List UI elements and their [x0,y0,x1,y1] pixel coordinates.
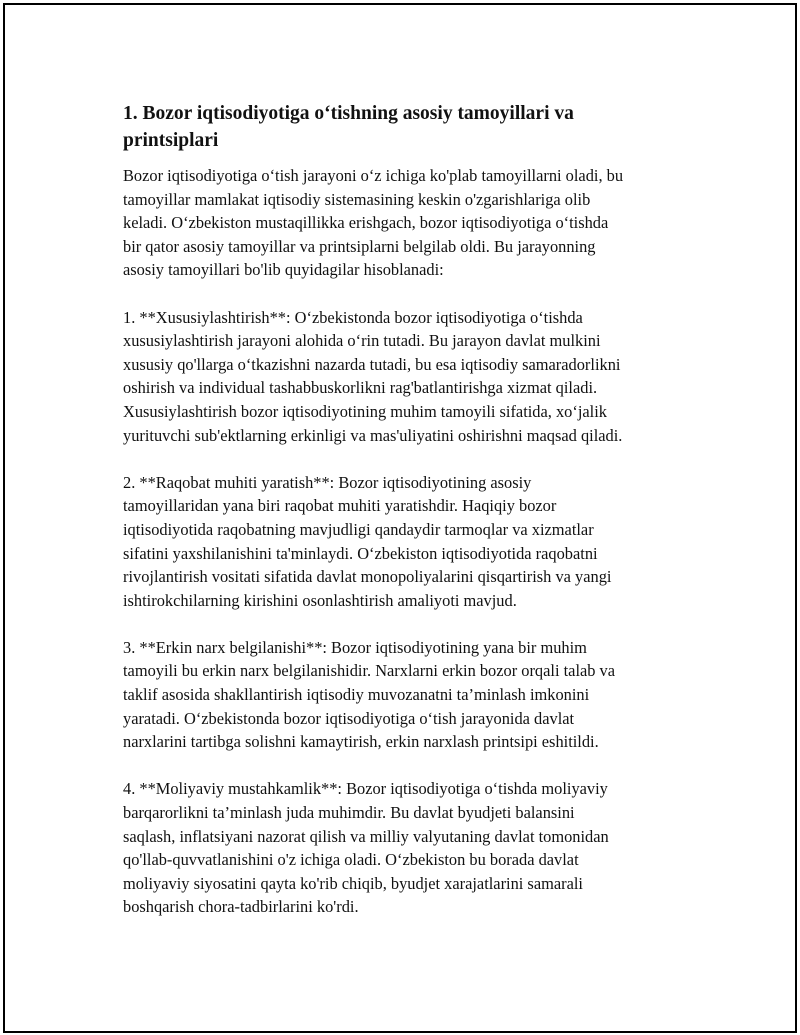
section-heading: 1. Bozor iqtisodiyotiga o‘tishning asosiy tamoyillari va printsiplari [123,103,574,151]
paragraph-competition: 2. **Raqobat muhiti yaratish**: Bozor iqtisodiyotining asosiy tamoyillaridan yana biri raqobat muhiti yaratishdir. Haqiqiy bozor iqtisodiyotida raqobatning mavjudligi qandaydir tarmoqlar va xizmatlar sifatini yaxshilanishini ta'minlaydi. O‘zbekiston iqtisodiyotida raqobatni rivojlantirish vositati sifatida davlat monopoliyalarini qisqartirish va yangi ishtirokchilarning kirishini osonlashtirish amaliyoti mavjud. [123,472,612,610]
document-body [123,100,695,943]
paragraph-free-pricing: 3. **Erkin narx belgilanishi**: Bozor iqtisodiyotining yana bir muhim tamoyili bu erkin narx belgilanishidir. Narxlarni erkin bozor orqali talab va taklif asosida shakllantirish iqtisodiy muvozanatni ta’minlash imkonini yaratadi. O‘zbekistonda bozor iqtisodiyotiga o‘tish jarayonida davlat narxlarini tartibga solishni kamaytirish, erkin narxlash printsipi eshitildi. [123,637,616,752]
intro-paragraph: Bozor iqtisodiyotiga o‘tish jarayoni o‘z ichiga ko'plab tamoyillarni oladi, bu tamoyillar mamlakat iqtisodiy sistemasining keskin o'zgarishlariga olib keladi. O‘zbekiston mustaqillikka erishgach, bozor iqtisodiyotiga o‘tishda bir qator asosiy tamoyillar va printsiplarni belgilab oldi. Bu jarayonning asosiy tamoyillari bo'lib quyidagilar hisoblanadi: [123,166,624,280]
paragraph-privatization: 1. **Xususiylashtirish**: O‘zbekistonda bozor iqtisodiyotiga o‘tishda xususiylashtirish jarayoni alohida o‘rin tutadi. Bu jarayon davlat mulkini xususiy qo'llarga o‘tkazishni nazarda tutadi, bu esa iqtisodiy samaradorlikni oshirish va individual tashabbuskorlikni rag'batlantirishga xizmat qiladi. Xususiylashtirish bozor iqtisodiyotining muhim tamoyili sifatida, xo‘jalik yurituvchi sub'ektlarning erkinligi va mas'uliyatini oshirishni maqsad qiladi. [123,307,623,445]
document-page [3,3,797,1033]
paragraph-financial-stability: 4. **Moliyaviy mustahkamlik**: Bozor iqtisodiyotiga o‘tishda moliyaviy barqarorlikni ta’minlash juda muhimdir. Bu davlat byudjeti balansini saqlash, inflatsiyani nazorat qilish va milliy valyutaning davlat tomonidan qo'llab-quvvatlanishini o'z ichiga oladi. O‘zbekiston bu borada davlat moliyaviy siyosatini qayta ko'rib chiqib, byudjet xarajatlarini samarali boshqarish chora-tadbirlarini ko'rdi. [123,779,609,917]
